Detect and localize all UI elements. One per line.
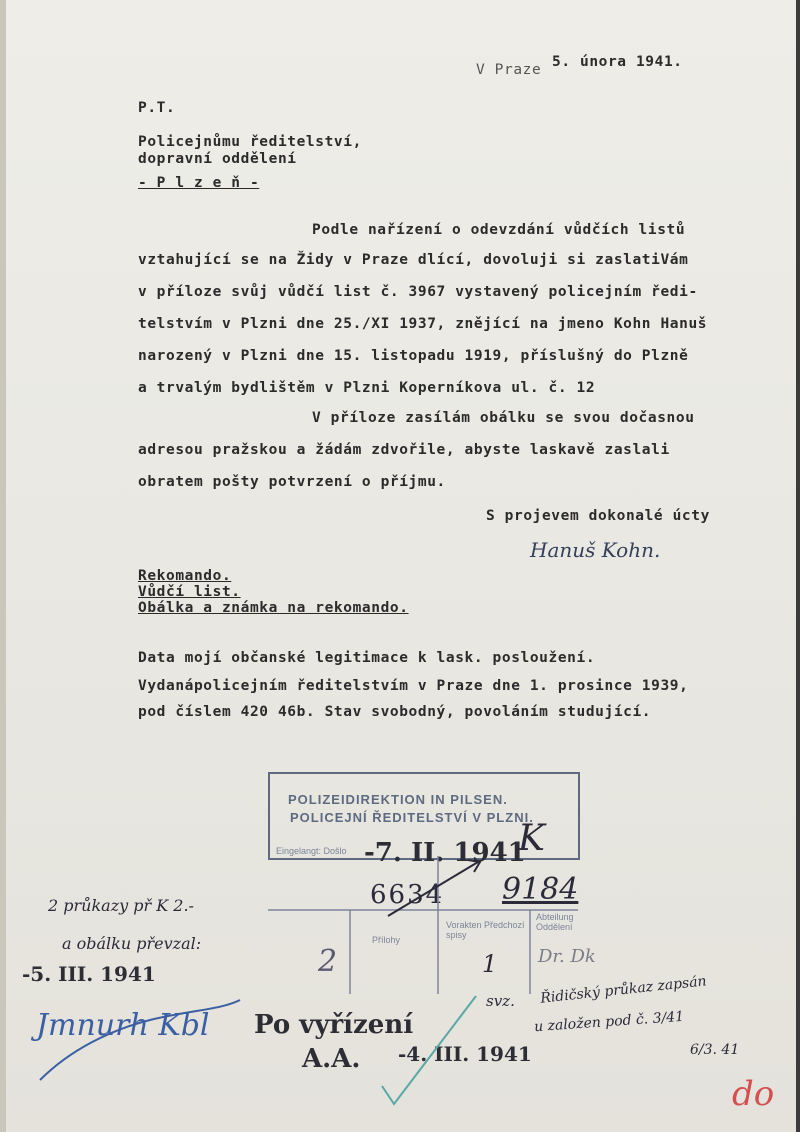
- settled-label: Po vyřízení: [254, 1010, 414, 1040]
- body-p1-line: telstvím v Plzni dne 25./XI 1937, znějící na jmeno Kohn Hanuš: [138, 316, 708, 332]
- id-note-line: Vydanápolicejním ředitelstvím v Praze dne 1. prosince 1939,: [138, 678, 689, 694]
- stamp-received-date: -7. II. 1941: [364, 838, 526, 868]
- body-p2-line: adresou pražskou a žádám zdvořile, abyste laskavě zaslali: [138, 442, 670, 458]
- stamp-col-previous: Vorakten Předchozí spisy: [446, 920, 525, 940]
- body-p2-line: obratem pošty potvrzení o příjmu.: [138, 474, 446, 490]
- address-pt: P.T.: [138, 100, 176, 116]
- left-note-2: a obálku převzal:: [62, 934, 202, 953]
- settled-code: A.A.: [302, 1044, 361, 1074]
- id-note-line: pod číslem 420 46b. Stav svobodný, povoláním studující.: [138, 704, 652, 720]
- stamp-col-department: Abteilung Oddělení: [536, 912, 574, 932]
- stamp-letter: K: [518, 818, 545, 859]
- stamp-authority-de: POLIZEIDIREKTION IN PILSEN.: [288, 792, 508, 807]
- body-p1-line: narozený v Plzni dne 15. listopadu 1919, příslušný do Plzně: [138, 348, 689, 364]
- body-p1-line: v příloze svůj vůdčí list č. 3967 vystavený policejním ředi-: [138, 284, 698, 300]
- right-note-2: u založen pod č. 3/41: [533, 1008, 685, 1036]
- stamp-number-right: 9184: [502, 872, 579, 907]
- red-mark: do: [732, 1074, 775, 1114]
- stamp-authority-cz: POLICEJNÍ ŘEDITELSTVÍ V PLZNI.: [290, 810, 534, 825]
- address-city: - P l z e ň -: [138, 175, 260, 191]
- stamp-received-label: Eingelangt: Došlo: [276, 846, 347, 856]
- place-text: V Praze: [476, 62, 542, 78]
- left-date-stamp: -5. III. 1941: [22, 962, 156, 986]
- right-note-3: 6/3. 41: [690, 1042, 740, 1058]
- address-line-2: dopravní oddělení: [138, 151, 297, 167]
- letter-date: 5. února 1941.: [552, 54, 683, 70]
- paper-edge-right: [796, 0, 800, 1132]
- body-p2-line: V příloze zasílám obálku se svou dočasnou: [312, 410, 695, 426]
- body-p1-line: a trvalým bydlištěm v Plzni Koperníkova ul. č. 12: [138, 380, 596, 396]
- left-note-1: 2 průkazy př K 2.-: [48, 896, 194, 915]
- stamp-number-left: 6634: [370, 880, 445, 910]
- stamp-attach-count: 2: [318, 944, 338, 979]
- right-note-1: Řidičský průkaz zapsán: [539, 973, 708, 1007]
- id-note-line: Data mojí občanské legitimace k lask. posloužení.: [138, 650, 596, 666]
- enclosure-item: Vůdčí list.: [138, 584, 241, 600]
- enclosure-item: Obálka a známka na rekomando.: [138, 600, 409, 616]
- body-p1-line: Podle nařízení o odevzdání vůdčích listů: [312, 222, 686, 238]
- closing-text: S projevem dokonalé úcty: [486, 508, 710, 524]
- stamp-dept-value: Dr. Dk: [538, 946, 596, 967]
- address-line-1: Policejnůmu ředitelství,: [138, 134, 362, 150]
- stamp-prev-value: 1: [482, 950, 498, 978]
- settled-mark: svz.: [486, 992, 515, 1010]
- blue-signature-stroke: [30, 990, 250, 1090]
- handwritten-signature: Hanuš Kohn.: [530, 538, 661, 562]
- green-check-mark: [372, 990, 492, 1110]
- paper-edge-left: [0, 0, 6, 1132]
- left-blue-signature: Jmnurh Kbl: [36, 1008, 210, 1043]
- settled-date: -4. III. 1941: [398, 1042, 532, 1066]
- stamp-col-attachments: Přílohy: [372, 935, 401, 945]
- enclosure-item: Rekomando.: [138, 568, 232, 584]
- body-p1-line: vztahující se na Židy v Praze dlící, dovoluji si zaslatiVám: [138, 252, 689, 268]
